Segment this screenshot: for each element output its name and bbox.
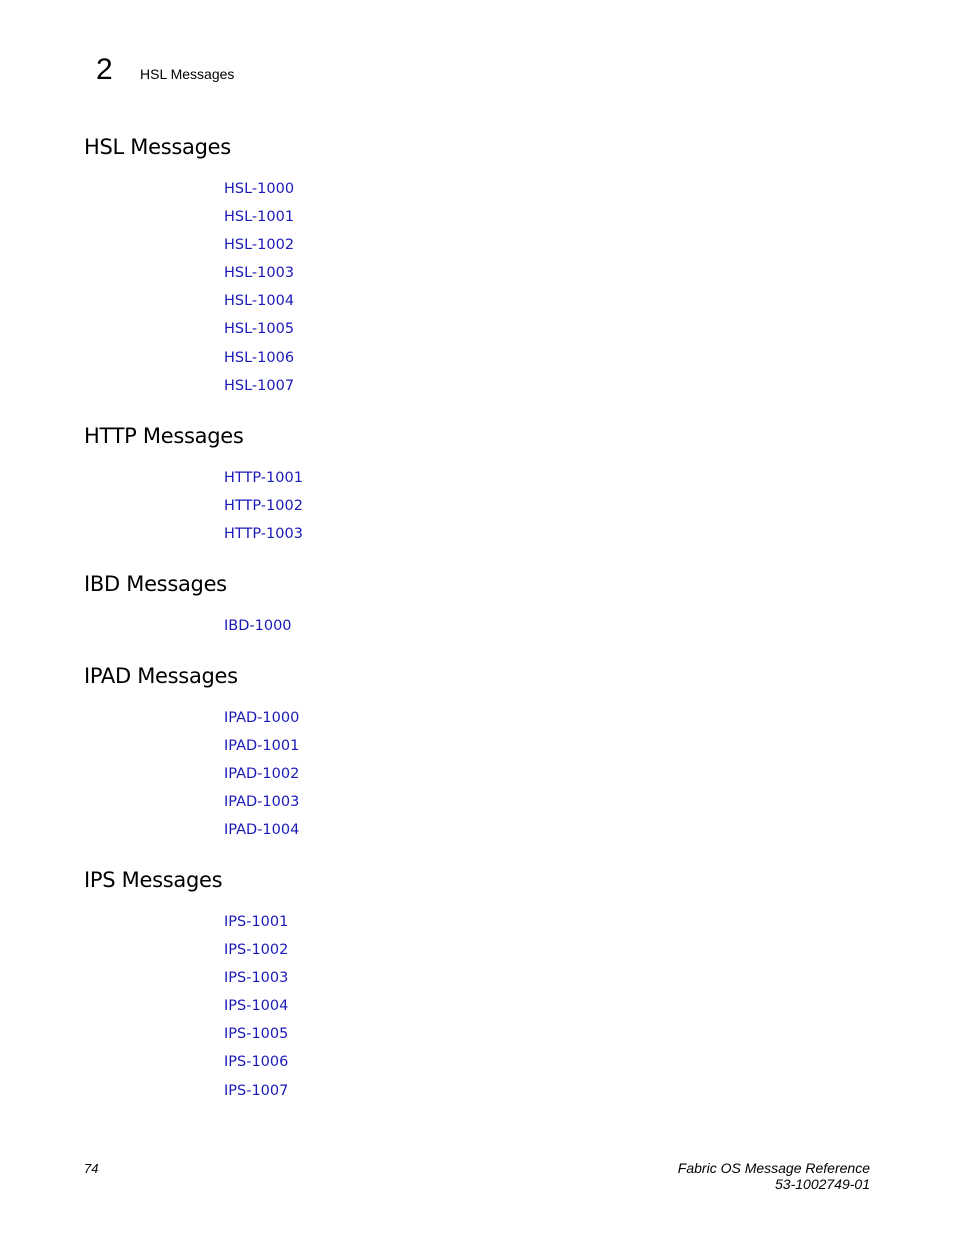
list-item [224,941,288,969]
list-item [224,1025,288,1053]
list-item [224,208,294,236]
list-item [224,709,299,737]
message-link-ipad-1003[interactable]: IPAD-1003 [224,794,300,811]
message-link-hsl-1000[interactable]: HSL-1000 [224,181,295,197]
chapter-number: 2 [96,53,113,86]
list-item [224,1082,288,1110]
link-list [224,709,299,849]
message-link-hsl-1002[interactable]: HSL-1002 [224,237,295,254]
running-header-title: HSL Messages [140,66,235,82]
footer-document-info [678,1160,870,1192]
message-link-http-1001[interactable]: HTTP-1001 [224,470,303,486]
list-item [224,320,294,348]
message-link-hsl-1006[interactable]: HSL-1006 [224,349,295,366]
list-item [224,821,299,849]
list-item [224,913,288,941]
section-title: HTTP Messages [84,424,244,448]
link-list [224,180,294,405]
message-link-hsl-1001[interactable]: HSL-1001 [224,209,295,226]
list-item [224,997,288,1025]
section-title: IBD Messages [84,572,227,596]
list-item [224,737,299,765]
message-link-ips-1005[interactable]: IPS-1005 [224,1026,289,1043]
message-link-ips-1007[interactable]: IPS-1007 [224,1082,289,1099]
message-link-ipad-1000[interactable]: IPAD-1000 [224,710,300,726]
list-item [224,236,294,264]
list-item [224,525,303,553]
list-item [224,617,292,645]
message-link-ibd-1000[interactable]: IBD-1000 [224,618,292,634]
list-item [224,180,294,208]
list-item [224,292,294,320]
list-item [224,497,303,525]
list-item [224,793,299,821]
message-link-ips-1002[interactable]: IPS-1002 [224,942,289,959]
message-link-http-1002[interactable]: HTTP-1002 [224,498,303,515]
list-item [224,349,294,377]
message-link-ips-1004[interactable]: IPS-1004 [224,998,289,1015]
list-item [224,765,299,793]
message-link-ipad-1002[interactable]: IPAD-1002 [224,766,300,783]
message-link-ips-1003[interactable]: IPS-1003 [224,970,289,987]
section-title: IPAD Messages [84,664,238,688]
link-list [224,469,303,553]
footer-doc-title: Fabric OS Message Reference [677,1160,870,1176]
list-item [224,1053,288,1081]
list-item [224,969,288,997]
section-title: HSL Messages [84,135,231,159]
message-link-ips-1006[interactable]: IPS-1006 [224,1054,289,1071]
link-list [224,617,292,645]
message-link-ipad-1004[interactable]: IPAD-1004 [224,822,300,839]
message-link-ipad-1001[interactable]: IPAD-1001 [224,738,300,755]
list-item [224,377,294,405]
link-list [224,913,288,1110]
list-item [224,469,303,497]
list-item [224,264,294,292]
message-link-hsl-1007[interactable]: HSL-1007 [224,377,295,394]
page-number: 74 [84,1161,99,1176]
message-link-hsl-1003[interactable]: HSL-1003 [224,265,295,282]
section-title: IPS Messages [84,868,223,892]
message-link-ips-1001[interactable]: IPS-1001 [224,914,289,930]
message-link-http-1003[interactable]: HTTP-1003 [224,526,303,543]
message-link-hsl-1005[interactable]: HSL-1005 [224,321,295,338]
footer-doc-number: 53-1002749-01 [775,1176,870,1192]
message-link-hsl-1004[interactable]: HSL-1004 [224,293,295,310]
